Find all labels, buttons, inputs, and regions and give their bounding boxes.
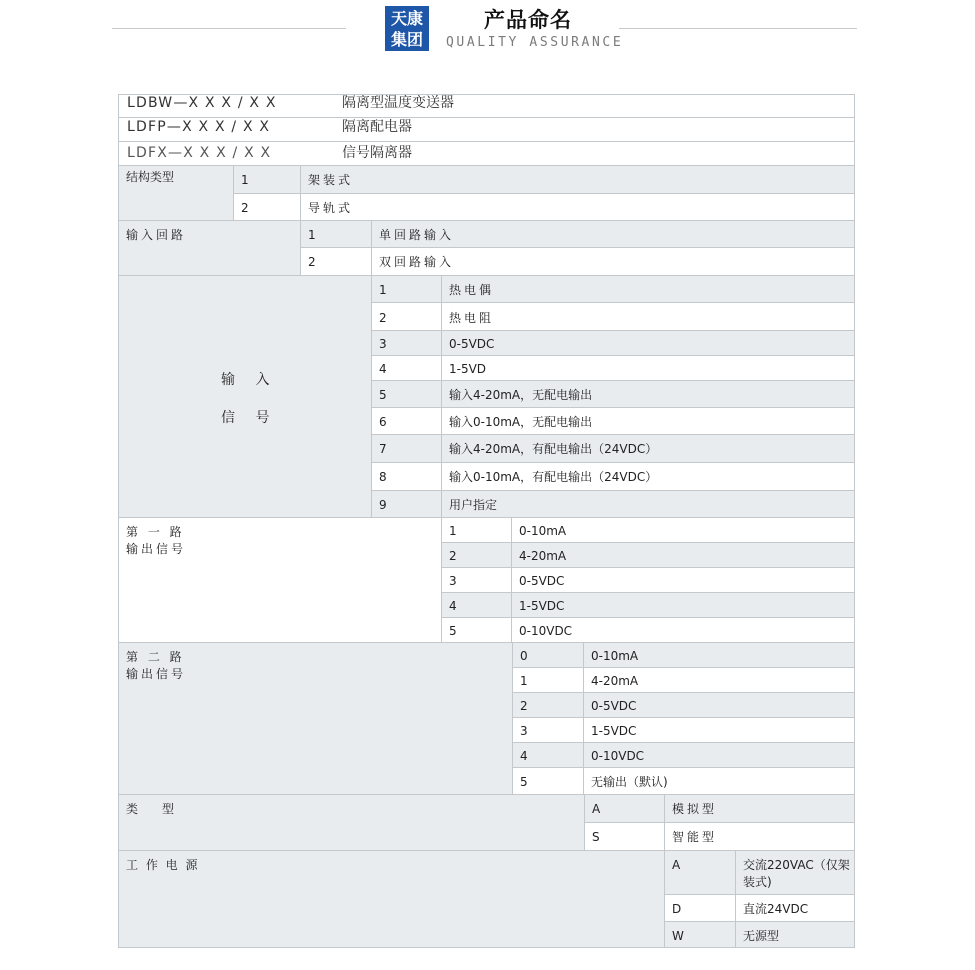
structure-label-cell: [118, 165, 234, 221]
input-loop-code: 2: [300, 247, 372, 276]
structure-desc: 导轨式: [300, 193, 855, 221]
model-name: 信号隔离器: [342, 145, 412, 161]
model-row: [118, 117, 855, 142]
input-loop-label-cell: [118, 220, 301, 276]
input-loop-code: 1: [300, 220, 372, 248]
input-signal-code: 9: [371, 490, 442, 518]
structure-desc: 架装式: [300, 165, 855, 194]
output1-label-line1: 第 一 路: [126, 525, 185, 539]
model-code: LDFX—X X X / X X: [127, 145, 272, 161]
type-label: 类 型: [126, 802, 175, 816]
structure-code: 1: [233, 165, 301, 194]
output2-label-cell: [118, 642, 513, 795]
power-code: W: [664, 921, 736, 948]
type-desc: 智能型: [664, 822, 855, 851]
output1-desc: 4-20mA: [511, 542, 855, 568]
input-signal-desc: 1-5VD: [441, 355, 855, 381]
input-signal-desc: 热电偶: [441, 275, 855, 303]
input-signal-label-cell: [118, 275, 372, 518]
output2-desc: 4-20mA: [583, 667, 855, 693]
output2-desc: 1-5VDC: [583, 717, 855, 743]
input-signal-desc: 0-5VDC: [441, 330, 855, 356]
input-signal-code: 6: [371, 407, 442, 435]
logo-line-1: 天康: [390, 9, 423, 28]
input-loop-desc: 单回路输入: [371, 220, 855, 248]
power-desc: 交流220VAC（仅架装式): [735, 850, 855, 895]
input-signal-code: 1: [371, 275, 442, 303]
model-code: LDBW—X X X / X X: [127, 95, 277, 111]
model-row: [118, 141, 855, 166]
output2-desc: 0-5VDC: [583, 692, 855, 718]
output2-code: 2: [512, 692, 584, 718]
input-signal-label-2: 信 号: [221, 410, 278, 426]
power-code: A: [664, 850, 736, 895]
input-signal-desc: 用户指定: [441, 490, 855, 518]
power-label-cell: [118, 850, 665, 948]
model-row: [118, 94, 855, 118]
input-signal-code: 3: [371, 330, 442, 356]
input-signal-code: 2: [371, 302, 442, 331]
output1-desc: 0-5VDC: [511, 567, 855, 593]
output2-code: 0: [512, 642, 584, 668]
input-signal-code: 7: [371, 434, 442, 463]
type-desc: 模拟型: [664, 794, 855, 823]
power-desc: 无源型: [735, 921, 855, 948]
output2-desc: 无输出（默认): [583, 767, 855, 795]
output1-desc: 0-10mA: [511, 517, 855, 543]
input-signal-desc: 热电阻: [441, 302, 855, 331]
output2-desc: 0-10VDC: [583, 742, 855, 768]
structure-label: 结构类型: [126, 170, 175, 184]
output2-code: 3: [512, 717, 584, 743]
input-signal-desc: 输入4-20mA，有配电输出（24VDC）: [441, 434, 855, 463]
output2-code: 5: [512, 767, 584, 795]
power-desc: 直流24VDC: [735, 894, 855, 922]
output1-code: 2: [441, 542, 512, 568]
output1-code: 1: [441, 517, 512, 543]
input-signal-desc: 输入0-10mA，有配电输出（24VDC）: [441, 462, 855, 491]
input-signal-code: 5: [371, 380, 442, 408]
output1-label-line2: 输出信号: [126, 542, 187, 556]
model-name: 隔离型温度变送器: [342, 95, 454, 111]
input-signal-desc: 输入0-10mA，无配电输出: [441, 407, 855, 435]
output1-desc: 0-10VDC: [511, 617, 855, 643]
model-code: LDFP—X X X / X X: [127, 119, 271, 135]
output1-code: 3: [441, 567, 512, 593]
logo-line-2: 集团: [390, 30, 423, 49]
input-loop-desc: 双回路输入: [371, 247, 855, 276]
output1-label-cell: [118, 517, 442, 643]
output2-code: 4: [512, 742, 584, 768]
power-code: D: [664, 894, 736, 922]
output2-label-line2: 输出信号: [126, 667, 187, 681]
output2-code: 1: [512, 667, 584, 693]
output2-desc: 0-10mA: [583, 642, 855, 668]
page-subtitle: QUALITY ASSURANCE: [446, 35, 624, 50]
structure-code: 2: [233, 193, 301, 221]
output1-desc: 1-5VDC: [511, 592, 855, 618]
input-signal-label-1: 输 入: [221, 372, 278, 388]
model-name: 隔离配电器: [342, 119, 412, 135]
input-signal-code: 8: [371, 462, 442, 491]
type-code: S: [584, 822, 665, 851]
type-code: A: [584, 794, 665, 823]
output1-code: 5: [441, 617, 512, 643]
type-label-cell: [118, 794, 585, 851]
page-title: 产品命名: [484, 8, 572, 32]
input-signal-desc: 输入4-20mA，无配电输出: [441, 380, 855, 408]
input-signal-code: 4: [371, 355, 442, 381]
input-loop-label: 输入回路: [126, 228, 187, 242]
output2-label-line1: 第 二 路: [126, 650, 185, 664]
power-label: 工 作 电 源: [126, 858, 200, 872]
output1-code: 4: [441, 592, 512, 618]
